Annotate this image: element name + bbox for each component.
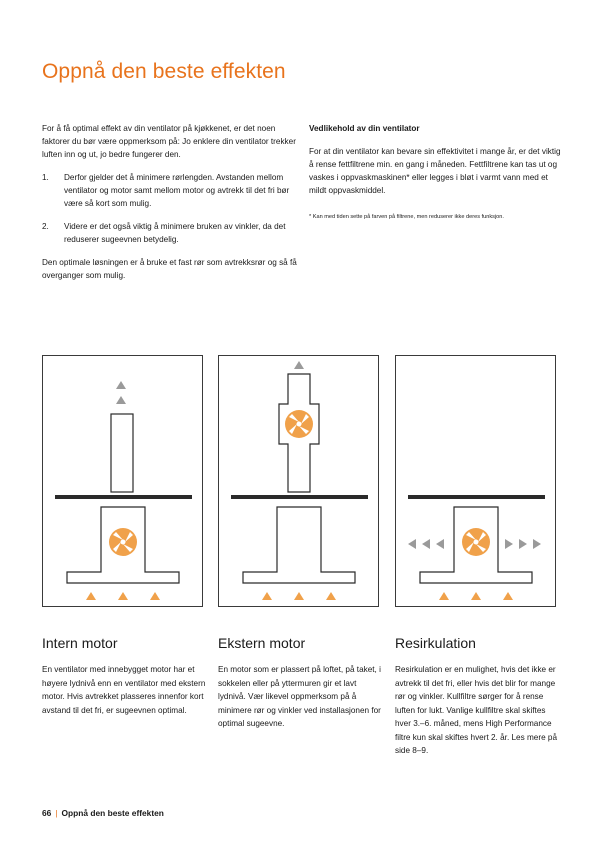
list-number: 2. xyxy=(42,222,49,231)
fan-icon xyxy=(109,528,137,556)
page-footer xyxy=(42,808,164,818)
list-item xyxy=(42,171,297,210)
arrow-up-icon xyxy=(116,396,126,404)
arrow-left-icon xyxy=(408,539,416,549)
arrow-up-icon xyxy=(118,592,128,600)
caption-ekstern-motor xyxy=(218,635,383,731)
arrow-up-icon xyxy=(150,592,160,600)
arrow-up-icon xyxy=(294,592,304,600)
hood-body xyxy=(243,507,355,583)
list-item xyxy=(42,220,297,246)
footnote: * Kan med tiden sette på farven på filtrene, men reduserer ikke deres funksjon. xyxy=(309,214,504,220)
diagram-resirkulation xyxy=(395,355,556,607)
right-column xyxy=(309,122,561,221)
caption-resirkulation xyxy=(395,635,560,758)
arrow-up-icon xyxy=(294,361,304,369)
page-title: Oppnå den beste effekten xyxy=(42,60,286,83)
caption-text: En motor som er plassert på loftet, på taket, i sokkelen eller på yttermuren gir et lavt lydnivå. Vær likevel oppmerksom på å minimere rør og vinkler ved installasjonen for optimal sugeevne. xyxy=(218,665,381,728)
arrow-up-icon xyxy=(503,592,513,600)
maintenance-heading: Vedlikehold av din ventilator xyxy=(309,124,420,133)
diagram-intern-motor xyxy=(42,355,203,607)
left-column xyxy=(42,122,297,292)
ekstern-motor-illustration xyxy=(219,356,380,608)
intern-motor-illustration xyxy=(43,356,204,608)
maintenance-paragraph: For at din ventilator kan bevare sin effektivitet i mange år, er det viktig å rense fettfiltrene min. en gang i måneden. Fettfiltrene kan tas ut og vaskes i oppvaskmaskinen* eller legges i bløt i varmt vann med et mildt oppvaskmiddel. xyxy=(309,147,561,195)
list-text: Videre er det også viktig å minimere bruken av vinkler, da det reduserer sugeevnen betydelig. xyxy=(64,222,286,244)
arrow-up-icon xyxy=(326,592,336,600)
conclusion-paragraph: Den optimale løsningen er å bruke et fast rør som avtrekksrør og så få overganger som mulig. xyxy=(42,258,297,280)
arrow-right-icon xyxy=(519,539,527,549)
caption-text: En ventilator med innebygget motor har et høyere lydnivå enn en ventilator med ekstern motor. Hvis avtrekket plasseres innenfor kort avstand til det fri, er sugeevnen optimal. xyxy=(42,665,206,715)
arrow-up-icon xyxy=(116,381,126,389)
ceiling-line xyxy=(408,495,545,499)
arrow-up-icon xyxy=(262,592,272,600)
diagram-ekstern-motor xyxy=(218,355,379,607)
resirkulation-illustration xyxy=(396,356,557,608)
arrow-right-icon xyxy=(533,539,541,549)
fan-icon xyxy=(285,410,313,438)
list-text: Derfor gjelder det å minimere rørlengden. Avstanden mellom ventilator og motor samt mellom motor og avtrekk til det fri bør være så kort som mulig. xyxy=(64,173,290,208)
caption-intern-motor xyxy=(42,635,207,717)
caption-text: Resirkulation er en mulighet, hvis det ikke er avtrekk til det fri, eller hvis det blir for mange rør og vinkler. Kullfiltre sørger for å rense luften for lukt. Vanlige kullfiltre skal skiftes hver 3.–6. måned, mens High Performance filtre kun skal skiftes hvert 2. år. Les mere på side 8–9. xyxy=(395,665,557,755)
arrow-up-icon xyxy=(86,592,96,600)
footer-section-title: Oppnå den beste effekten xyxy=(61,808,164,818)
arrow-up-icon xyxy=(471,592,481,600)
arrow-left-icon xyxy=(436,539,444,549)
footer-separator: | xyxy=(55,808,58,818)
caption-title: Intern motor xyxy=(42,635,118,651)
intro-paragraph: For å få optimal effekt av din ventilator på kjøkkenet, er det noen faktorer du bør være oppmerksom på: Jo enklere din ventilator trekker luften inn og ut, jo bedre fungerer den. xyxy=(42,124,296,159)
numbered-list xyxy=(42,171,297,246)
ceiling-line xyxy=(231,495,368,499)
list-number: 1. xyxy=(42,173,49,182)
caption-title: Resirkulation xyxy=(395,635,476,651)
arrow-left-icon xyxy=(422,539,430,549)
arrow-up-icon xyxy=(439,592,449,600)
fan-icon xyxy=(462,528,490,556)
page-number: 66 xyxy=(42,808,52,818)
ceiling-line xyxy=(55,495,192,499)
duct xyxy=(111,414,133,492)
caption-title: Ekstern motor xyxy=(218,635,306,651)
arrow-right-icon xyxy=(505,539,513,549)
